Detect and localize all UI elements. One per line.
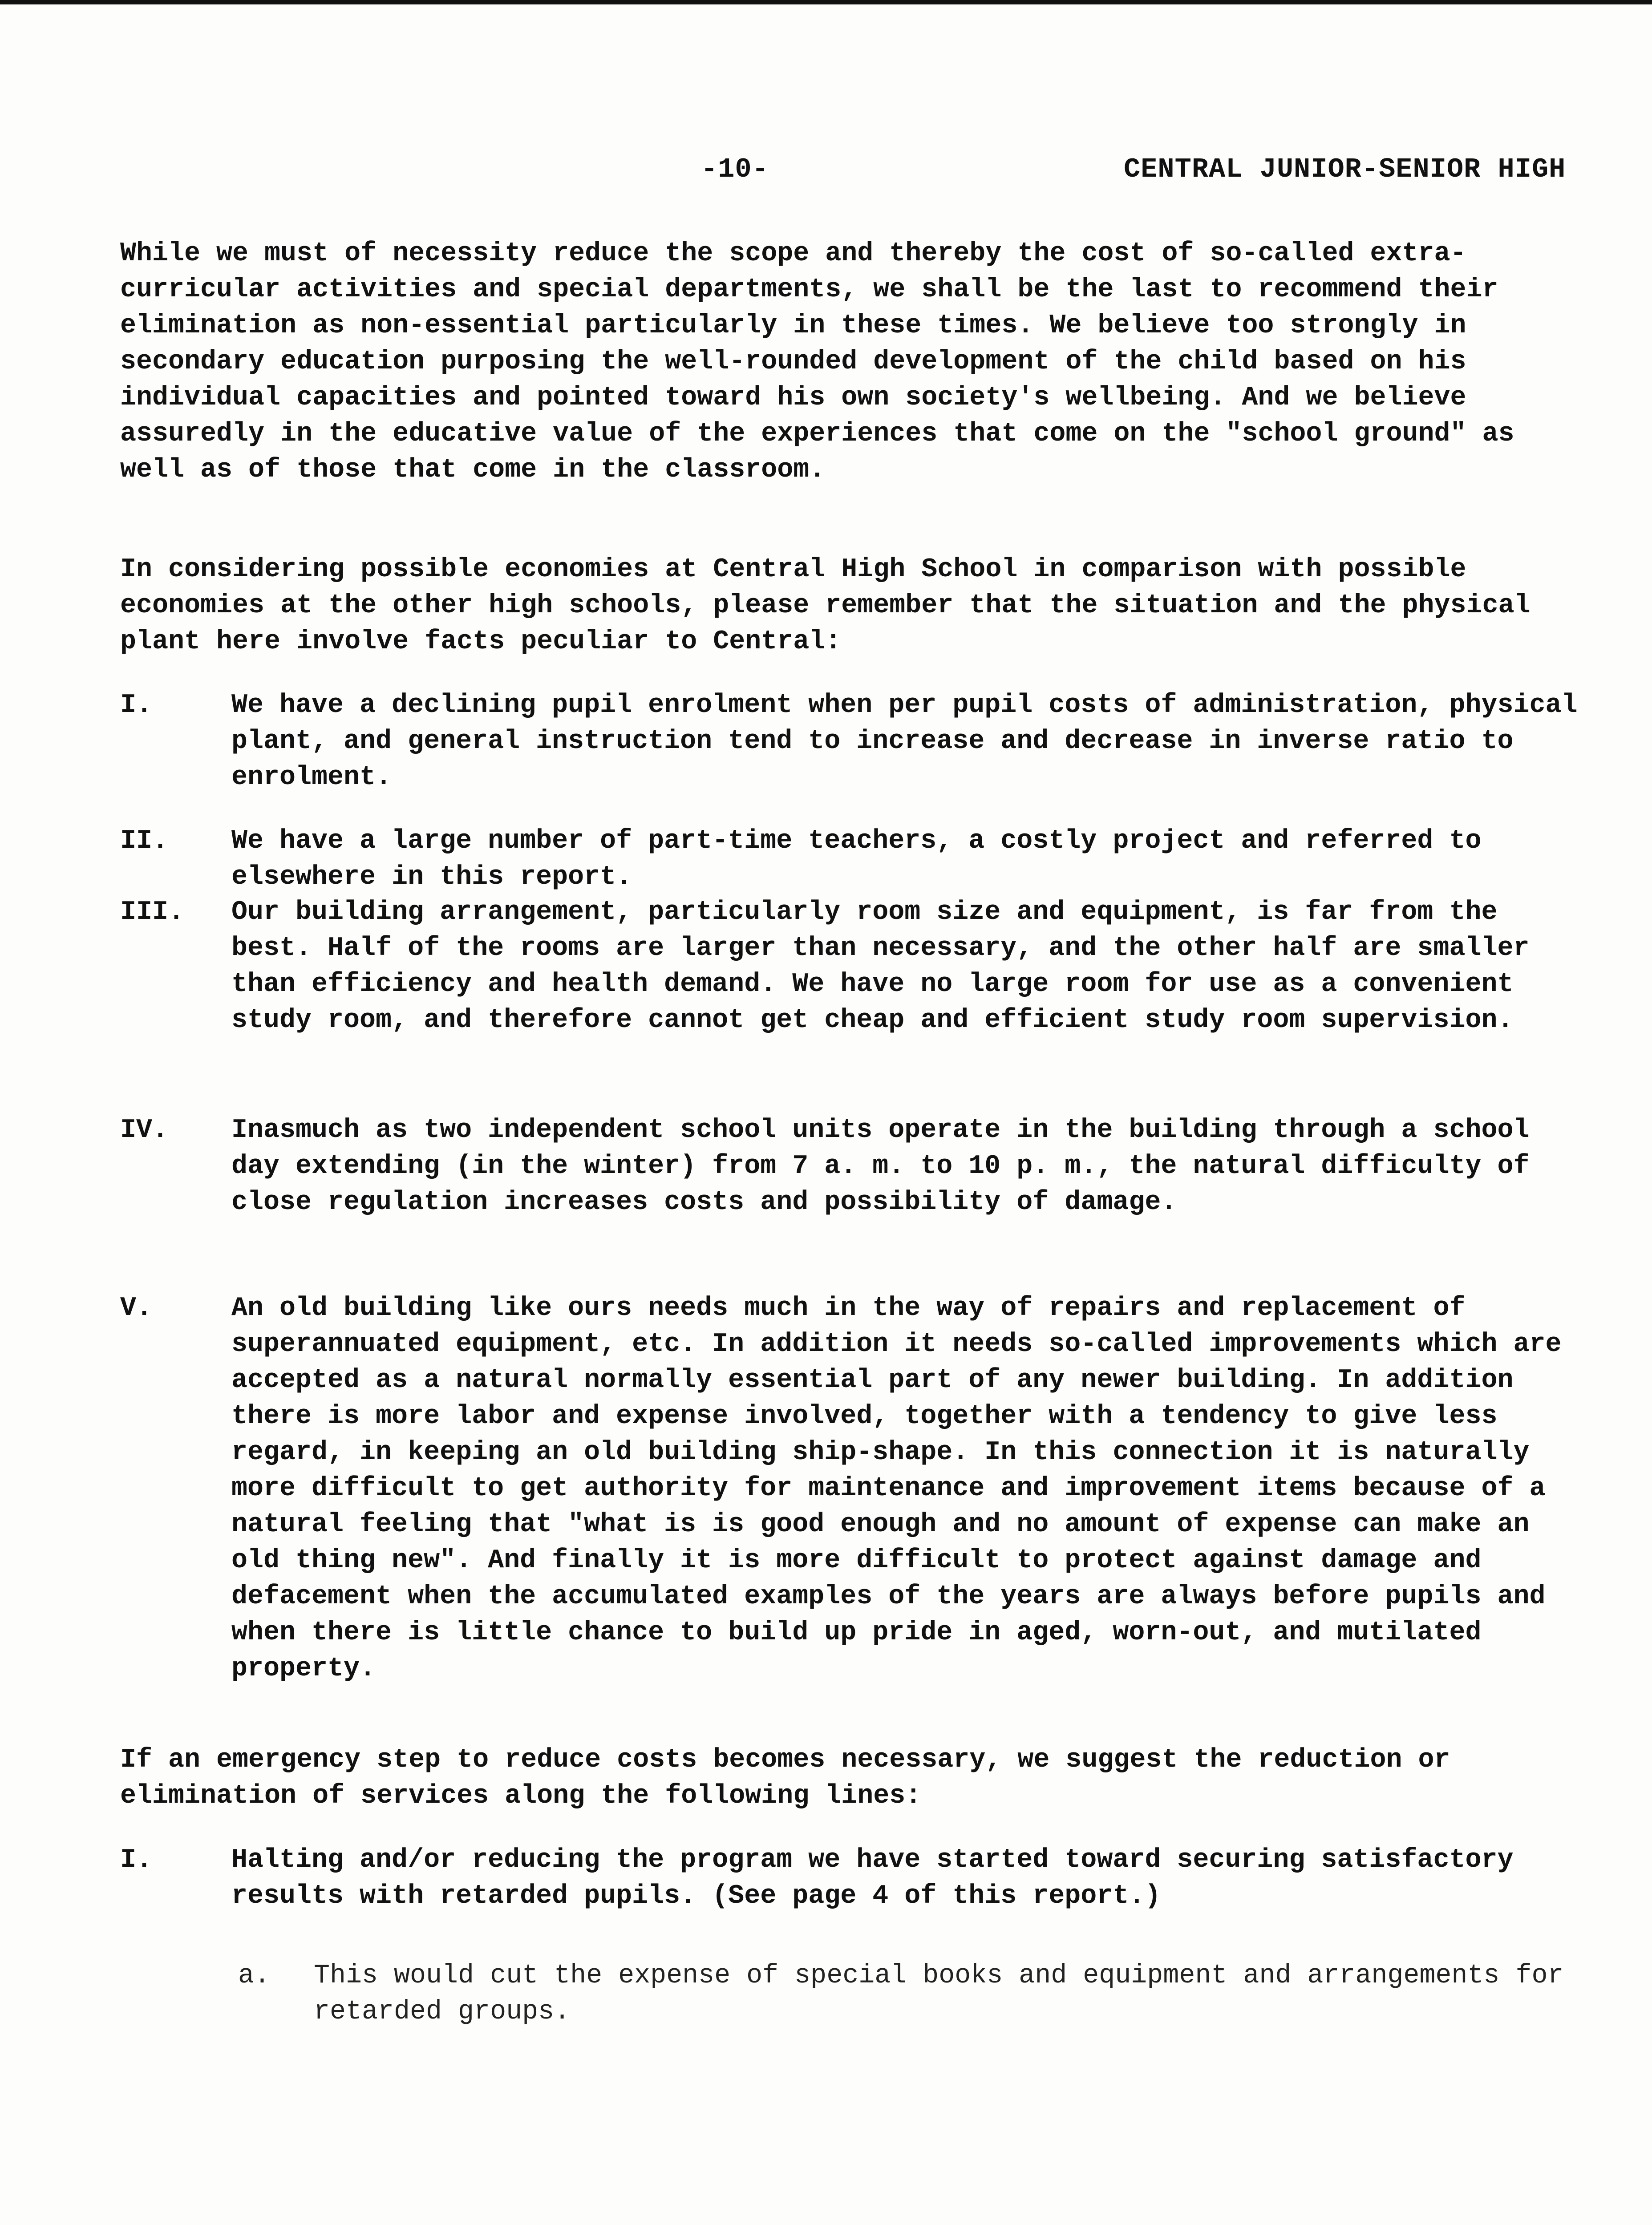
paragraph-2: In considering possible economies at Central High School in comparison with possible economies at the other high schools, please remember that the situation and the physical plant here involve facts peculiar to Central:	[120, 554, 1531, 657]
item-text: Inasmuch as two independent school units operate in the building through a school day extending (in the winter) from 7 a. m. to 10 p. m., the natural difficulty of close regulation increases costs and possibility of damage.	[231, 1115, 1530, 1218]
school-header: CENTRAL JUNIOR-SENIOR HIGH	[1124, 154, 1566, 185]
item-marker: V.	[120, 1293, 153, 1323]
list-item-7	[120, 1290, 1580, 1687]
list-item-3	[120, 688, 1580, 796]
list-item-5	[120, 894, 1580, 1039]
item-text: We have a large number of part-time teachers, a costly project and referred to elsewhere in this report.	[231, 826, 1482, 892]
item-marker: IV.	[120, 1115, 169, 1145]
item-text: We have a declining pupil enrolment when per pupil costs of administration, physical plant, and general instruction tend to increase and decrease in inverse ratio to enrolment.	[231, 690, 1578, 793]
item-text: This would cut the expense of special books and equipment and arrangements for retarded groups.	[314, 1961, 1564, 2027]
sub-item-10	[238, 1958, 1573, 2030]
list-item-6	[120, 1112, 1580, 1221]
item-marker: I.	[120, 690, 153, 720]
list-item-9	[120, 1842, 1580, 1914]
item-text: An old building like ours needs much in the way of repairs and replacement of superannuated equipment, etc. In addition it needs so-called improvements which are accepted as a natural normally essential part of any newer building. In addition there is more labor and expense involved, together with a tendency to give less regard, in keeping an old building ship-shape. In this connection it is naturally more difficult to get authority for maintenance and improvement items because of a natural feeling that "what is is good enough and no amount of expense can make an old thing new". And finally it is more difficult to protect against damage and defacement when the accumulated examples of the years are always before pupils and when there is little chance to build up pride in aged, worn-out, and mutilated property.	[231, 1293, 1562, 1684]
paragraph-8: If an emergency step to reduce costs becomes necessary, we suggest the reduction or elimination of services along the following lines:	[120, 1745, 1450, 1811]
page-number: -10-	[701, 154, 769, 185]
item-text: Halting and/or reducing the program we have started toward securing satisfactory results with retarded pupils. (See page 4 of this report.)	[231, 1845, 1514, 1911]
paragraph-1: While we must of necessity reduce the scope and thereby the cost of so-called extra-curricular activities and special departments, we shall be the last to recommend their elimination as non-essential particularly in these times. We believe too strongly in secondary education purposing the well-rounded development of the child based on his individual capacities and pointed toward his own society's wellbeing. And we believe assuredly in the educative value of the experiences that come on the "school ground" as well as of those that come in the classroom.	[120, 239, 1514, 485]
item-marker: I.	[120, 1845, 153, 1875]
list-item-4	[120, 823, 1580, 895]
item-text: Our building arrangement, particularly room size and equipment, is far from the best. Half of the rooms are larger than necessary, and the other half are smaller than efficiency and health demand. We have no large room for use as a convenient study room, and therefore cannot get cheap and efficient study room supervision.	[231, 897, 1530, 1036]
item-marker: III.	[120, 897, 185, 927]
item-marker: II.	[120, 826, 169, 856]
item-marker: a.	[238, 1961, 271, 1991]
top-border	[0, 0, 1652, 4]
